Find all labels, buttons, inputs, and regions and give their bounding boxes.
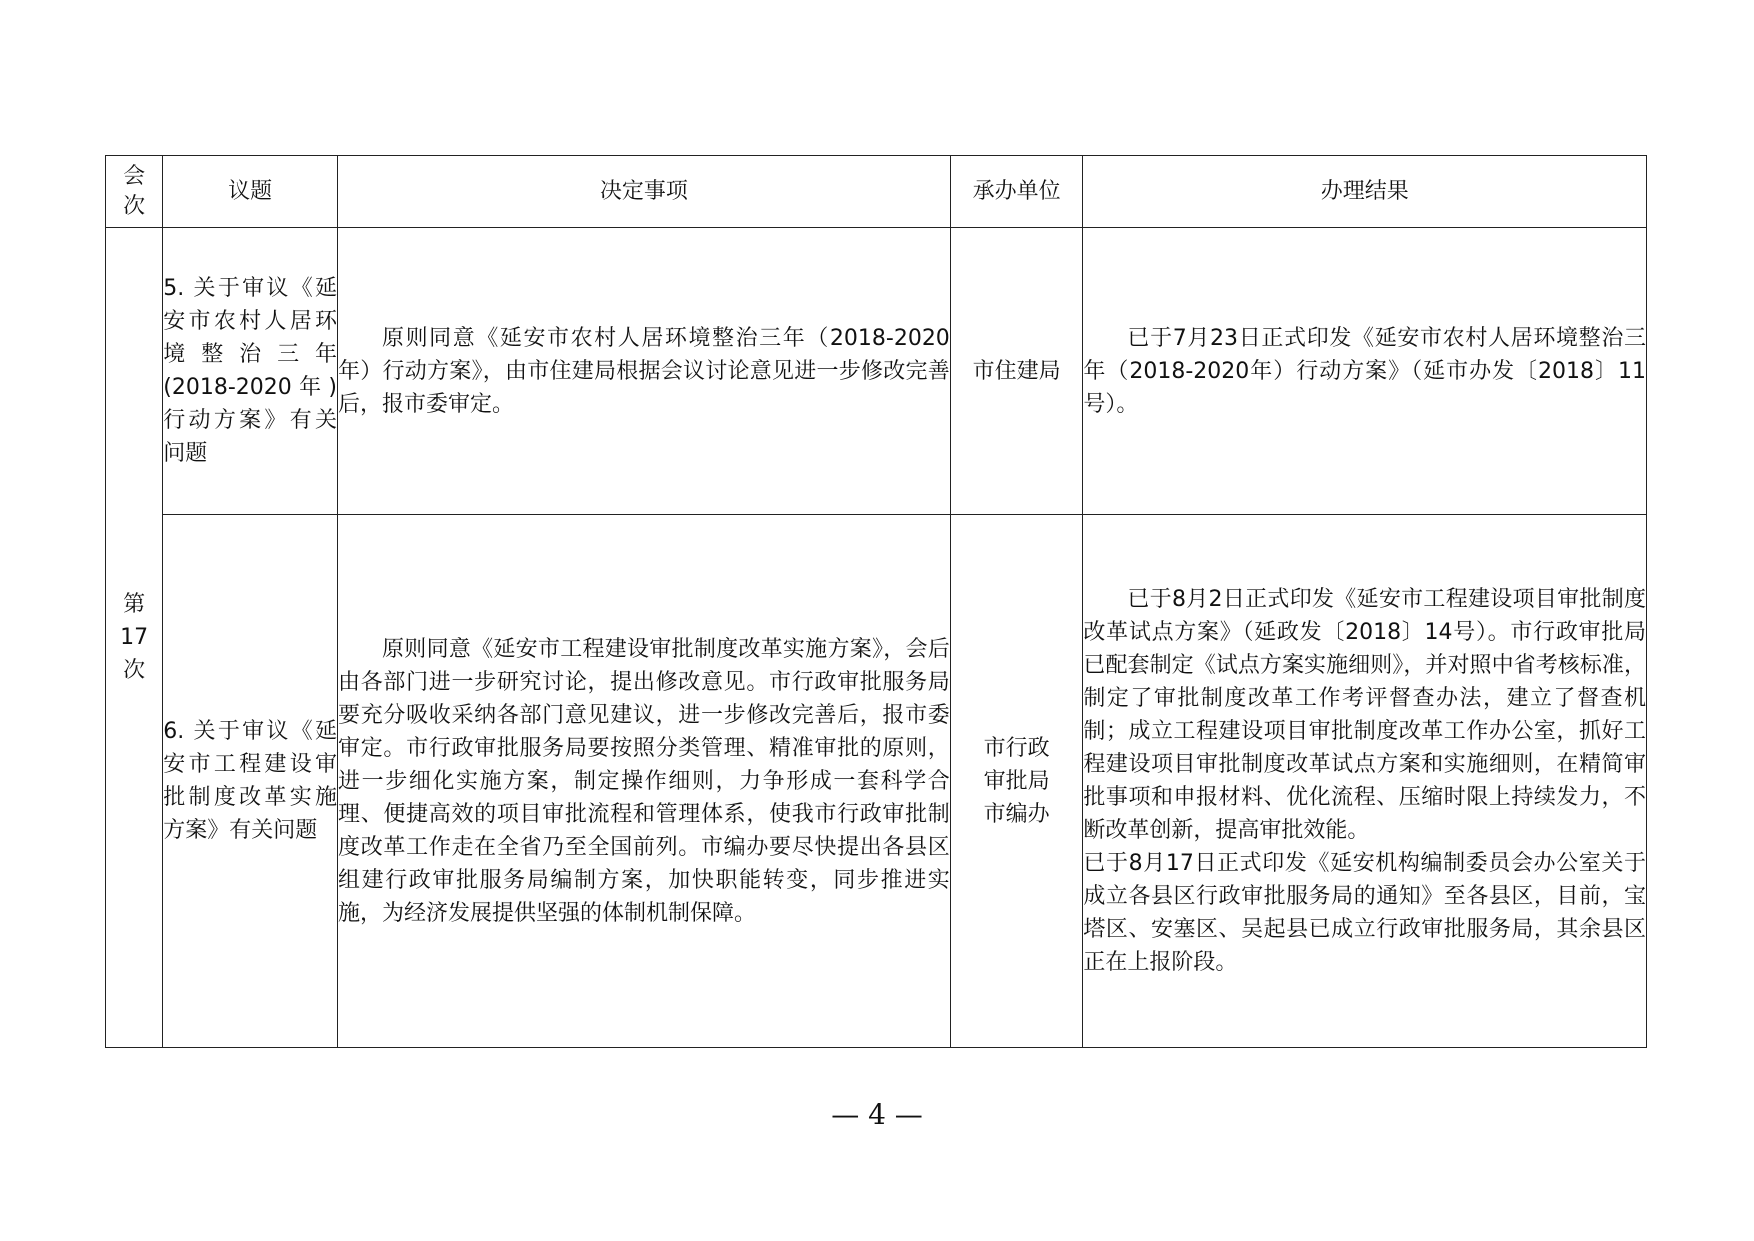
header-result: 办理结果: [1083, 156, 1647, 228]
resolution-table: [105, 155, 1647, 1048]
table-row: [106, 228, 1647, 515]
result-paragraph: 已于8月2日正式印发《延安市工程建设项目审批制度改革试点方案》（延政发〔2018〕14号）。市行政审批局已配套制定《试点方案实施细则》，并对照中省考核标准，制定了审批制度改革工作考评督查办法，建立了督查机制；成立工程建设项目审批制度改革工作办公室，抓好工程建设项目审批制度改革试点方案和实施细则，在精简审批事项和申报材料、优化流程、压缩时限上持续发力，不断改革创新，提高审批效能。: [1083, 587, 1646, 843]
topic-cell: 5. 关于审议《延安市农村人居环境整治三年(2018-2020年)行动方案》有关问题: [163, 228, 338, 515]
header-topic: 议题: [163, 156, 338, 228]
header-decision: 决定事项: [338, 156, 951, 228]
unit-cell: 市行政 审批局 市编办: [950, 515, 1083, 1048]
header-session: 会 次: [106, 156, 163, 228]
session-cell: 第 17 次: [106, 228, 163, 1048]
header-row: [106, 156, 1647, 228]
result-paragraph: 已于8月17日正式印发《延安机构编制委员会办公室关于成立各县区行政审批服务局的通知》至各县区，目前，宝塔区、安塞区、吴起县已成立行政审批服务局，其余县区正在上报阶段。: [1083, 851, 1646, 975]
decision-cell: 原则同意《延安市工程建设审批制度改革实施方案》，会后由各部门进一步研究讨论，提出修改意见。市行政审批服务局要充分吸收采纳各部门意见建议，进一步修改完善后，报市委审定。市行政审批服务局要按照分类管理、精准审批的原则，进一步细化实施方案，制定操作细则，力争形成一套科学合理、便捷高效的项目审批流程和管理体系，使我市行政审批制度改革工作走在全省乃至全国前列。市编办要尽快提出各县区组建行政审批服务局编制方案，加快职能转变，同步推进实施，为经济发展提供坚强的体制机制保障。: [338, 515, 951, 1048]
decision-cell: 原则同意《延安市农村人居环境整治三年（2018-2020年）行动方案》，由市住建局根据会议讨论意见进一步修改完善后，报市委审定。: [338, 228, 951, 515]
result-cell: [1083, 515, 1647, 1048]
page-number: — 4 —: [831, 1098, 923, 1131]
result-cell: 已于7月23日正式印发《延安市农村人居环境整治三年（2018-2020年）行动方案》（延市办发〔2018〕11号）。: [1083, 228, 1647, 515]
unit-cell: 市住建局: [950, 228, 1083, 515]
header-unit: 承办单位: [950, 156, 1083, 228]
table-row: [106, 515, 1647, 1048]
topic-cell: 6. 关于审议《延安市工程建设审批制度改革实施方案》有关问题: [163, 515, 338, 1048]
